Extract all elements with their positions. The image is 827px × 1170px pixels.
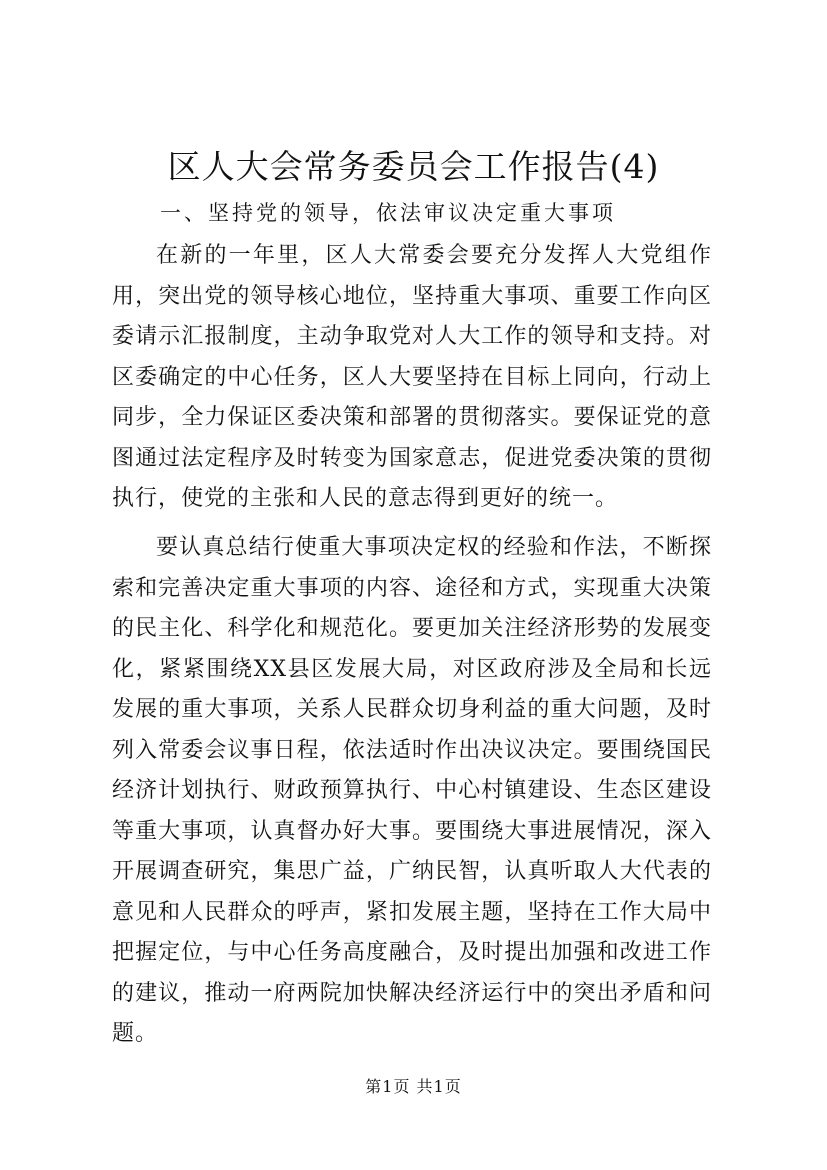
document-title: 区人大会常务委员会工作报告(4) [167, 147, 660, 186]
paragraph-2: 要认真总结行使重大事项决定权的经验和作法，不断探索和完善决定重大事项的内容、途径和方式，实现重大决策的民主化、科学化和规范化。要更加关注经济形势的发展变化，紧紧围绕XX县区发展大局，对区政府涉及全局和长远发展的重大事项，关系人民群众切身利益的重大问题，及时列入常委会议事日程，依法适时作出决议决定。要围绕国民经济计划执行、财政预算执行、中心村镇建设、生态区建设等重大事项，认真督办好大事。要围绕大事进展情况，深入开展调查研究，集思广益，广纳民智，认真听取人大代表的意见和人民群众的呼声，紧扣发展主题，坚持在工作大局中把握定位，与中心任务高度融合，及时提出加强和改进工作的建议，推动一府两院加快解决经济运行中的突出矛盾和问题。 [112, 535, 712, 1046]
section-heading: 一、坚持党的领导，依法审议决定重大事项 [160, 201, 616, 225]
paragraph-1: 在新的一年里，区人大常委会要充分发挥人大党组作用，突出党的领导核心地位，坚持重大事项、重要工作向区委请示汇报制度，主动争取党对人大工作的领导和支持。对区委确定的中心任务，区人大要坚持在目标上同向，行动上同步，全力保证区委决策和部署的贯彻落实。要保证党的意图通过法定程序及时转变为国家意志，促进党委决策的贯彻执行，使党的主张和人民的意志得到更好的统一。 [112, 243, 712, 511]
page-footer: 第1页 共1页 [365, 1077, 462, 1096]
